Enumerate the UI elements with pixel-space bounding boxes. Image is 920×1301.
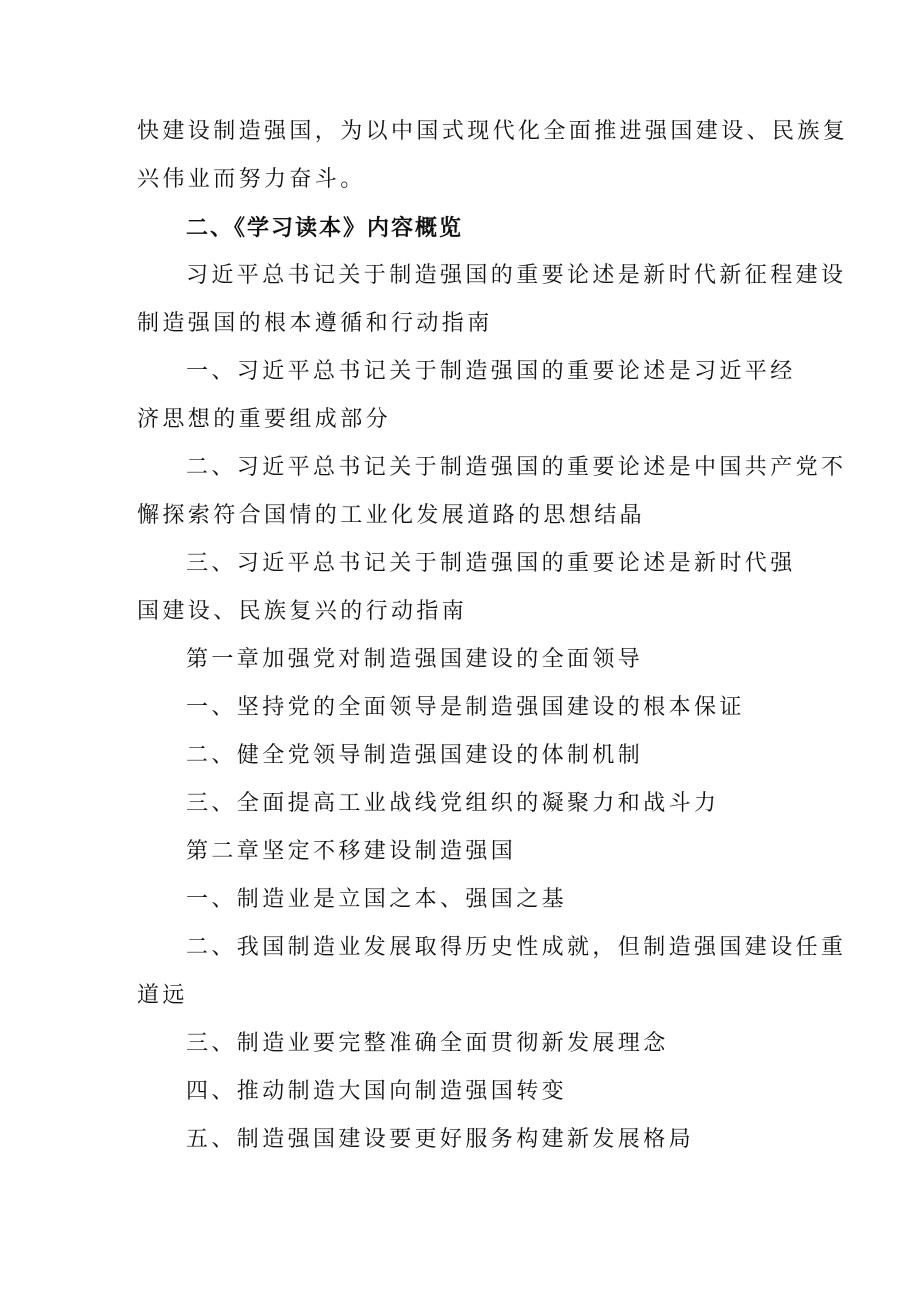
list-item: 二、健全党领导制造强国建设的体制机制: [186, 743, 644, 768]
list-item: 四、推动制造大国向制造强国转变: [186, 1079, 568, 1104]
chapter-heading: 第二章坚定不移建设制造强国: [186, 839, 517, 864]
list-item: 三、全面提高工业战线党组织的凝聚力和战斗力: [186, 791, 720, 816]
list-item: 三、制造业要完整准确全面贯彻新发展理念: [186, 1031, 669, 1056]
list-item: 五、制造强国建设要更好服务构建新发展格局: [186, 1127, 695, 1152]
paragraph-line: 济思想的重要组成部分: [137, 407, 392, 432]
paragraph-line: 兴伟业而努力奋斗。: [137, 167, 366, 192]
paragraph-line: 懈探索符合国情的工业化发展道路的思想结晶: [137, 503, 646, 528]
paragraph-line: 习近平总书记关于制造强国的重要论述是新时代新征程建设: [186, 263, 847, 288]
paragraph-line: 国建设、民族复兴的行动指南: [137, 599, 468, 624]
list-item: 二、我国制造业发展取得历史性成就，但制造强国建设任重: [186, 935, 847, 960]
paragraph-line: 道远: [137, 983, 188, 1008]
list-item: 一、坚持党的全面领导是制造强国建设的根本保证: [186, 695, 745, 720]
paragraph-line: 制造强国的根本遵循和行动指南: [137, 311, 493, 336]
section-heading: 二、《学习读本》内容概览: [186, 215, 464, 241]
paragraph-line: 二、习近平总书记关于制造强国的重要论述是中国共产党不: [186, 455, 847, 480]
list-item: 一、制造业是立国之本、强国之基: [186, 887, 568, 912]
paragraph-line: 三、习近平总书记关于制造强国的重要论述是新时代强: [186, 551, 796, 576]
chapter-heading: 第一章加强党对制造强国建设的全面领导: [186, 647, 644, 672]
paragraph-line: 快建设制造强国，为以中国式现代化全面推进强国建设、民族复: [137, 119, 849, 144]
paragraph-line: 一、习近平总书记关于制造强国的重要论述是习近平经: [186, 359, 796, 384]
